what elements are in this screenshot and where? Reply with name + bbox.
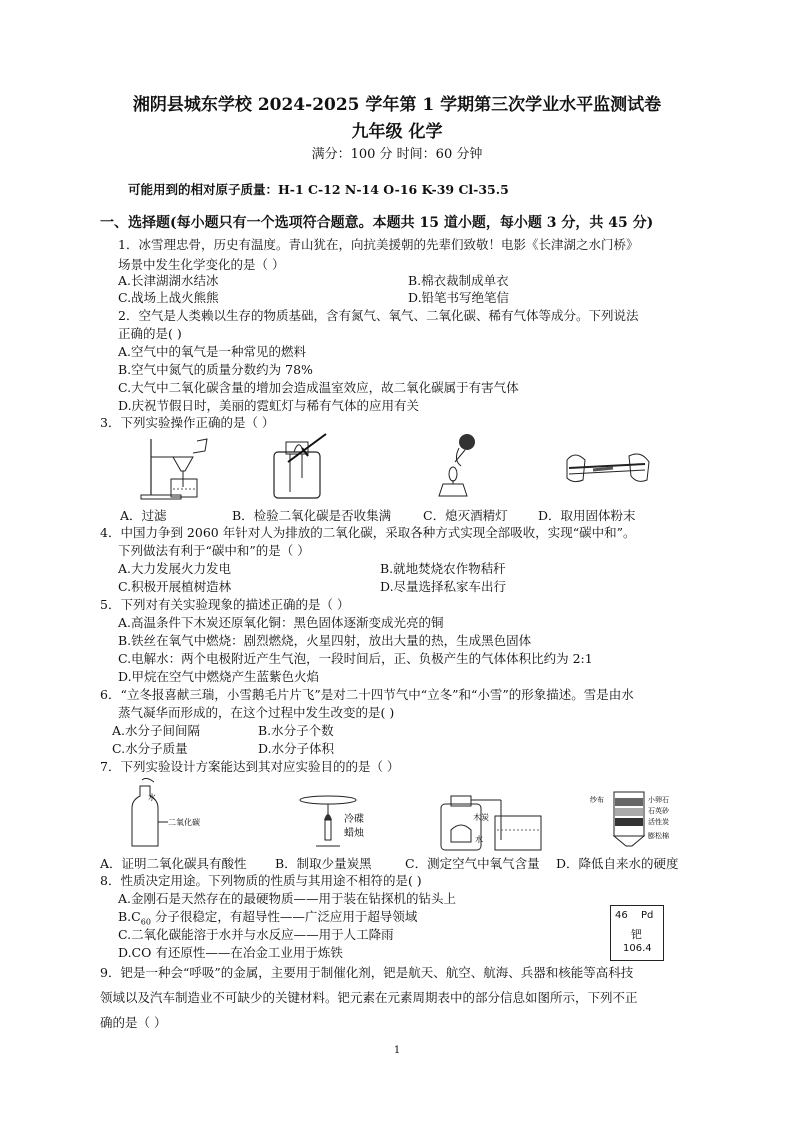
page-number: 1 — [393, 1045, 401, 1056]
co2-test-figure — [268, 432, 332, 502]
element-name: 钯 — [631, 928, 642, 941]
q8-option-c: C.二氧化碳能溶于水并与水反应——用于人工降雨 — [118, 927, 394, 942]
q5-stem: 5．下列对有关实验现象的描述正确的是（ ） — [100, 597, 350, 612]
q7-option-d: D．降低自来水的硬度 — [556, 856, 679, 871]
q1-stem-1: 1．冰雪理忠骨，历史有温度。青山犹在，向抗美援朝的先辈们致敬！电影《长津湖之水门桥》 — [118, 237, 639, 252]
fig-label-gauze: 纱布 — [590, 796, 604, 804]
q4-option-c: C.积极开展植树造林 — [118, 579, 232, 594]
q4-option-b: B.就地焚烧农作物秸秆 — [380, 561, 506, 576]
powder-figure — [563, 440, 653, 496]
fig-label-co2: 二氧化碳 — [168, 818, 200, 827]
water-filter-figure — [590, 788, 690, 854]
q8-stem: 8．性质决定用途。下列物质的性质与其用途不相符的是( ) — [100, 873, 422, 888]
element-symbol: Pd — [641, 910, 654, 921]
q6-option-b: B.水分子个数 — [258, 723, 334, 738]
exam-meta: 满分：100 分 时间：60 分钟 — [311, 147, 483, 162]
q2-option-d: D.庆祝节假日时，美丽的霓虹灯与稀有气体的应用有关 — [118, 398, 420, 413]
q3-option-d: D．取用固体粉末 — [538, 508, 636, 523]
fig-label-charcoal: 木炭 — [473, 813, 489, 822]
q5-option-d: D.甲烷在空气中燃烧产生蓝紫色火焰 — [118, 669, 320, 684]
fig-label-quartz: 石英砂 — [648, 807, 669, 815]
q6-option-d: D.水分子体积 — [258, 741, 335, 756]
q1-stem-2: 场景中发生化学变化的是（ ） — [118, 257, 285, 272]
fig-label-pebbles: 小卵石 — [648, 796, 669, 804]
q3-option-b: B．检验二氧化碳是否收集满 — [232, 508, 392, 523]
fig-label-activated-carbon: 活性炭 — [648, 818, 669, 826]
q8-option-b: $B.C_{60}$ 分子很稳定，有超导性——广泛应用于超导领域 — [118, 909, 418, 927]
q2-option-c: C.大气中二氧化碳含量的增加会造成温室效应，故二氧化碳属于有害气体 — [118, 380, 519, 395]
element-mass: 106.4 — [623, 943, 652, 954]
element-card-pd — [610, 905, 664, 961]
alcohol-lamp-figure — [425, 430, 495, 502]
q3-option-a: A．过滤 — [120, 508, 167, 523]
q3-stem: 3．下列实验操作正确的是（ ） — [100, 415, 275, 430]
q8-option-d: D.CO 有还原性——在冶金工业用于炼铁 — [118, 945, 343, 960]
q7-option-b: B．制取少量炭黑 — [275, 856, 372, 871]
carbon-black-figure — [298, 790, 378, 852]
q2-option-a: A.空气中的氧气是一种常见的燃料 — [118, 344, 307, 359]
q7-stem: 7．下列实验设计方案能达到其对应实验目的的是（ ） — [100, 759, 400, 774]
exam-title: 湘阴县城东学校 2024-2025 学年第 1 学期第三次学业水平监测试卷 — [132, 95, 662, 115]
q6-option-c: C.水分子质量 — [112, 741, 188, 756]
q2-stem-2: 正确的是( ) — [118, 326, 182, 341]
co2-bottle-figure — [120, 778, 200, 850]
exam-subtitle: 九年级 化学 — [351, 122, 443, 142]
q9-stem-2: 领域以及汽车制造业不可缺少的关键材料。钯元素在元素周期表中的部分信息如图所示，下列不正 — [100, 990, 638, 1005]
section-title: 一、选择题(每小题只有一个选项符合题意。本题共 15 道小题，每小题 3 分，共 45 分) — [100, 215, 654, 231]
q6-stem-2: 蒸气凝华而形成的，在这个过程中发生改变的是( ) — [118, 705, 395, 720]
fig-label-cold-plate: 冷碟 — [344, 814, 364, 825]
q8-option-a: A.金刚石是天然存在的最硬物质——用于装在钻探机的钻头上 — [118, 891, 457, 906]
q1-option-a: A.长津湖湖水结冰 — [118, 273, 219, 288]
element-number: 46 — [615, 910, 628, 921]
q1-option-c: C.战场上战火熊熊 — [118, 290, 219, 305]
q3-option-c: C．熄灭酒精灯 — [423, 508, 508, 523]
filtration-figure — [135, 435, 215, 501]
fig-label-cotton: 膨松棉 — [648, 832, 669, 840]
atomic-masses: 可能用到的相对原子质量：H-1 C-12 N-14 O-16 K-39 Cl-35.5 — [128, 182, 509, 197]
q2-stem-1: 2．空气是人类赖以生存的物质基础，含有氮气、氧气、二氧化碳、稀有气体等成分。下列说法 — [118, 308, 639, 323]
fig-label-water-2: 水 — [475, 835, 483, 844]
oxygen-content-figure — [437, 790, 547, 854]
q6-option-a: A.水分子间间隔 — [112, 723, 201, 738]
q6-stem-1: 6．“立冬报喜献三瑞，小雪鹅毛片片飞”是对二十四节气中“立冬”和“小雪”的形象描述。雪是由水 — [100, 687, 634, 702]
q7-option-c: C．测定空气中氧气含量 — [405, 856, 540, 871]
q9-stem-3: 确的是（ ） — [100, 1015, 167, 1030]
q5-option-c: C.电解水：两个电极附近产生气泡，一段时间后，正、负极产生的气体体积比约为 2:1 — [118, 651, 593, 666]
q2-option-b: B.空气中氮气的质量分数约为 78% — [118, 362, 313, 377]
q5-option-b: B.铁丝在氧气中燃烧：剧烈燃烧，火星四射，放出大量的热，生成黑色固体 — [118, 633, 532, 648]
q5-option-a: A.高温条件下木炭还原氧化铜：黑色固体逐渐变成光亮的铜 — [118, 615, 444, 630]
q4-option-d: D.尽量选择私家车出行 — [380, 579, 507, 594]
q4-stem-2: 下列做法有利于“碳中和”的是（ ） — [118, 543, 310, 558]
q9-stem-1: 9．钯是一种会“呼吸”的金属，主要用于制催化剂，钯是航天、航空、航海、兵器和核能等高科技 — [100, 965, 634, 980]
q7-option-a: A．证明二氧化碳具有酸性 — [100, 856, 247, 871]
fig-label-water: 水 — [148, 793, 156, 802]
q4-stem-1: 4．中国力争到 2060 年针对人为排放的二氧化碳，采取各种方式实现全部吸收，实现“碳中和”。 — [100, 525, 636, 540]
q4-option-a: A.大力发展火力发电 — [118, 561, 232, 576]
q1-option-b: B.棉衣裁制成单衣 — [408, 273, 509, 288]
q1-option-d: D.铅笔书写绝笔信 — [408, 290, 510, 305]
fig-label-candle: 蜡烛 — [344, 828, 364, 839]
